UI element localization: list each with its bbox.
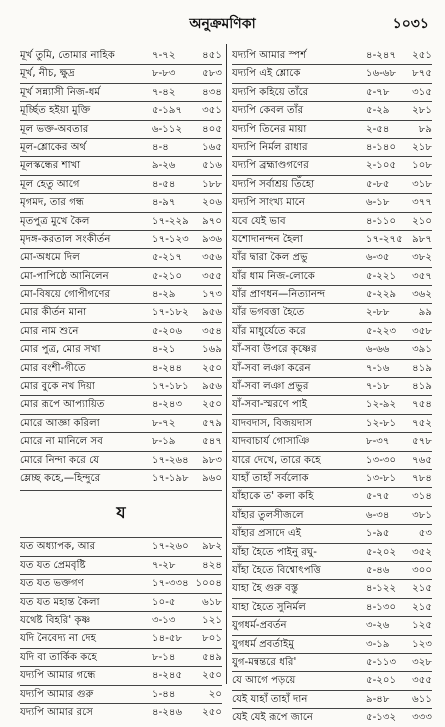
entry-pg: ৪৩৪: [202, 86, 222, 98]
index-entry: [232, 139, 432, 157]
entry-term: মোরে না মানিলে সব: [20, 436, 103, 448]
index-entry: [232, 525, 432, 543]
index-entry: [232, 470, 432, 488]
entry-ref: ১৭-২৬০: [152, 541, 189, 553]
entry-term: যুগধর্ম-প্রবর্তন: [232, 620, 287, 632]
entry-ref: ৭-৭২: [152, 50, 176, 61]
page-title: অনুক্রমণিকা: [189, 16, 256, 32]
index-entry: [20, 470, 222, 488]
index-entry: [20, 575, 222, 593]
entry-ref: ৩-২৬: [366, 620, 390, 632]
entry-pg: ৬১৮: [202, 596, 222, 608]
index-entry: [20, 102, 222, 120]
entry-pg: ১২৫: [412, 620, 432, 632]
entry-pg: ৫৪৭: [202, 436, 222, 448]
entry-ref: ৫-২২১: [366, 270, 397, 282]
entry-pg: ১৬৫: [202, 141, 222, 153]
entry-pg: ৩৭৭: [412, 197, 432, 209]
page-number: ১০৩১: [392, 16, 429, 32]
entry-term: মোর নাম শুনে: [20, 325, 79, 337]
entry-term: যদ্যপি কহিয়ে তাঁরে: [232, 86, 309, 98]
index-entry: [20, 304, 222, 322]
entry-ref: ৬-৩৪: [366, 509, 390, 521]
entry-term: মৃদঙ্গ-করতাল সংকীর্তন: [20, 233, 111, 245]
entry-term: যাঁ-সবা-স্মরণে পাই: [232, 399, 308, 411]
index-entry: [232, 176, 432, 194]
entry-pg: ২০৬: [202, 197, 222, 209]
index-entry: [232, 433, 432, 451]
index-entry: [20, 176, 222, 194]
index-entry: [232, 599, 432, 617]
index-entry: [20, 84, 222, 102]
entry-term: যাঁ-সবা লঞা করেন: [232, 362, 311, 374]
entry-ref: ৪-৯৭: [152, 197, 176, 209]
entry-term: যত যত ভক্তগণ: [20, 578, 84, 590]
entry-pg: ৪৫১: [202, 50, 222, 61]
index-entry: [232, 268, 432, 286]
index-entry: [232, 488, 432, 506]
index-entry: [232, 304, 432, 322]
index-entry: [20, 704, 222, 722]
entry-pg: ৩৫৬: [202, 252, 222, 264]
entry-ref: ৪-৪: [152, 141, 169, 153]
column-divider: [226, 44, 227, 684]
entry-ref: ১৭-১৮২: [152, 307, 189, 319]
entry-pg: ২৫১: [412, 50, 432, 61]
index-entry: [232, 157, 432, 175]
entry-term: মূল হেতু আগে: [20, 178, 80, 190]
entry-term: যাহাঁ তাহাঁ সর্বলোক: [232, 472, 309, 484]
entry-pg: ৭৬৫: [412, 454, 432, 466]
index-entry: [20, 65, 222, 83]
entry-ref: ৫-৭৮: [366, 86, 390, 98]
index-entry: [232, 672, 432, 690]
entry-ref: ৫-১৩২: [366, 712, 397, 724]
entry-pg: ২১৮: [412, 141, 432, 153]
entry-term: যুগ-মন্বন্তরে ধরি': [232, 656, 297, 668]
index-entry: [20, 452, 222, 470]
entry-ref: ১৭-২৬৪: [152, 454, 189, 466]
index-entry: [232, 194, 432, 212]
entry-ref: ৮-৩৭: [366, 436, 390, 448]
entry-term: যাঁর ভগবত্তা হৈতে: [232, 307, 305, 319]
entry-pg: ৬১১: [412, 693, 432, 705]
index-entry: [20, 268, 222, 286]
entry-pg: ৫৮৩: [202, 68, 222, 80]
entry-ref: ৩-১৯: [366, 638, 390, 650]
entry-pg: ২৫০: [202, 399, 222, 411]
entry-term: মৃতপুত্র মুখে কৈল: [20, 215, 90, 227]
entry-pg: ২১৫: [412, 601, 432, 613]
entry-pg: ৪০৫: [202, 123, 222, 135]
entry-pg: ৩০০: [412, 564, 432, 576]
index-entry: [232, 341, 432, 359]
entry-pg: ৩৯১: [412, 344, 432, 356]
entry-ref: ১৩-৩০: [366, 454, 397, 466]
index-entry: [232, 544, 432, 562]
entry-pg: ৩৫৫: [412, 675, 432, 687]
entry-ref: ৪-২৪৭: [366, 50, 397, 61]
entry-term: মূল ভক্ত-অবতার: [20, 123, 89, 135]
entry-term: মূলস্কন্ধের শাখা: [20, 160, 81, 172]
entry-ref: ৫-২০২: [366, 546, 397, 558]
index-entry: [20, 433, 222, 451]
entry-term: যদ্যপি নির্মল রাধার: [232, 141, 308, 153]
entry-pg: ৫৭৯: [202, 417, 222, 429]
entry-ref: ৫-২১০: [152, 270, 183, 282]
entry-term: যাঁহার তুলসীজলে: [232, 509, 304, 521]
index-entry: [20, 649, 222, 667]
entry-term: মো-পাপিষ্ঠে আনিলেন: [20, 270, 109, 282]
entry-term: মোর বুকে নখ দিয়া: [20, 381, 95, 393]
index-entry: [20, 286, 222, 304]
entry-term: যেই যাহাঁ তাহাঁ দান: [232, 693, 308, 705]
index-entry: [20, 323, 222, 341]
entry-pg: ৯৮৭: [412, 233, 432, 245]
entry-pg: ২৫০: [202, 362, 222, 374]
entry-term: মোর কীর্তন মানা: [20, 307, 87, 319]
entry-pg: ৭৫৪: [412, 399, 432, 411]
index-entry: [20, 612, 222, 630]
entry-term: যাঁর ধাম নিজ-লোকে: [232, 270, 315, 282]
entry-term: যদ্যপি আমার রসে: [20, 706, 94, 718]
entry-ref: ১৭-২৭৫: [366, 233, 403, 245]
entry-pg: ৯৫৬: [202, 307, 222, 319]
entry-pg: ৫৩: [418, 528, 432, 540]
entry-pg: ১০০৪: [195, 578, 222, 590]
entry-term: মোরে নিন্দা করে যে: [20, 454, 100, 466]
entry-pg: ৯৬০: [202, 472, 222, 484]
entry-ref: ৫-১১৩: [366, 656, 397, 668]
entry-pg: ৫১৬: [202, 160, 222, 172]
entry-term: যাঁর দ্বারা কৈল প্রভু: [232, 252, 308, 264]
entry-ref: ১৭-৩৩৪: [152, 578, 189, 590]
index-entry: [20, 594, 222, 612]
entry-term: যাঁহাকে ত' কলা কহি: [232, 491, 314, 503]
entry-ref: ৫-৭৫: [366, 491, 390, 503]
entry-pg: ৯৯: [418, 307, 432, 319]
entry-ref: ১২-৯২: [366, 399, 397, 411]
entry-term: যদ্যপি আমার স্পর্শ: [232, 50, 307, 61]
entry-ref: ৪-২৪৬: [152, 706, 183, 718]
entry-ref: ৮-৮৩: [152, 68, 176, 80]
entry-term: যশোদানন্দন হৈলা: [232, 233, 303, 245]
entry-ref: ৭-২৮: [152, 559, 176, 571]
index-entry: [232, 415, 432, 433]
index-entry: [232, 452, 432, 470]
index-entry: [232, 231, 432, 249]
entry-pg: ২৫০: [202, 706, 222, 718]
entry-term: যাঁর মাধুর্যেতে করে: [232, 325, 306, 337]
entry-term: যদ্যপি এই শ্লোকে: [232, 68, 301, 80]
entry-ref: ৫-২০১: [366, 675, 397, 687]
entry-pg: ৩৫৪: [202, 325, 222, 337]
index-entry: [232, 580, 432, 598]
entry-term: যদি বা তার্কিক কহে: [20, 651, 97, 663]
entry-pg: ৭৮৪: [412, 472, 432, 484]
entry-ref: ১৭-১৯৮: [152, 472, 189, 484]
entry-term: যাঁ-সবা উপরে কৃষ্ণের: [232, 344, 317, 356]
entry-ref: ৫-১৯৭: [152, 105, 183, 117]
index-entry: [20, 139, 222, 157]
entry-term: মোরে আজ্ঞা করিলা: [20, 417, 100, 429]
entry-term: যাঁহা হৈতে বিশ্বোৎপত্তি: [232, 564, 321, 576]
entry-term: মূল-শ্লোকের অর্থ: [20, 141, 87, 153]
entry-ref: ৯-৪৮: [366, 693, 390, 705]
entry-ref: ৪-১২২: [366, 583, 397, 595]
index-entry: [232, 378, 432, 396]
entry-pg: ১৭৩: [202, 289, 222, 301]
entry-term: যবে যেই ভাব: [232, 215, 286, 227]
entry-pg: ৮৭৫: [412, 68, 432, 80]
entry-pg: ১০৮: [412, 160, 432, 172]
entry-pg: ৩৫৭: [412, 270, 432, 282]
index-entry: [232, 636, 432, 654]
entry-term: মূর্চ্ছিত হইয়া মুক্তি: [20, 105, 91, 117]
entry-ref: ৪-১৩০: [366, 601, 397, 613]
entry-ref: ৪-২৪৪: [152, 362, 183, 374]
entry-ref: ৫-২০৬: [152, 325, 183, 337]
entry-pg: ৯৮৩: [202, 454, 222, 466]
entry-ref: ১২-৮১: [366, 417, 397, 429]
entry-ref: ২-১০৫: [366, 160, 397, 172]
entry-term: যত যত মহান্ত কৈলা: [20, 596, 100, 608]
index-entry: [232, 507, 432, 525]
entry-pg: ৩৩৩: [412, 712, 432, 724]
entry-pg: ৪২৪: [202, 559, 222, 571]
index-entry: [20, 360, 222, 378]
index-entry: [20, 213, 222, 231]
entry-pg: ৯৩৬: [202, 233, 222, 245]
entry-term: যাদবদাস, বিজয়দাস: [232, 417, 313, 429]
index-entry: [20, 557, 222, 575]
entry-pg: ৮৯: [418, 123, 432, 135]
entry-ref: ১৭-২২৯: [152, 215, 189, 227]
index-entry: [232, 709, 432, 727]
entry-pg: ৩৫২: [412, 546, 432, 558]
entry-term: মোর রূপে আপ্যায়িত: [20, 399, 105, 411]
entry-term: যাহা হৈতে সুনির্মল: [232, 601, 306, 613]
entry-term: যাঁহার প্রসাদে এই: [232, 528, 301, 540]
entry-term: যথেষ্ট বিহরি' কৃষ্ণ: [20, 614, 91, 626]
entry-ref: ৪-২১: [152, 344, 176, 356]
entry-term: মোর পুত্র, মোর সখা: [20, 344, 101, 356]
entry-pg: ৩১৪: [412, 491, 432, 503]
entry-ref: ১০-৫: [152, 596, 176, 608]
entry-term: মূর্খ, নীচ, ক্ষুদ্র: [20, 68, 75, 80]
entry-ref: ৬-১১২: [152, 123, 183, 135]
entry-term: মূর্খ সন্ন্যাসী নিজ-ধর্ম: [20, 86, 101, 98]
entry-pg: ৪১৯: [412, 362, 432, 374]
index-entry: [232, 213, 432, 231]
entry-term: যে আগে পড়য়ে: [232, 675, 296, 687]
entry-term: যুগধর্ম প্রবর্তাইমু: [232, 638, 294, 650]
entry-pg: ৩১৫: [412, 86, 432, 98]
index-entry: [20, 121, 222, 139]
entry-ref: ৫-৮৫: [366, 178, 390, 190]
entry-ref: ৪-২৪৩: [152, 399, 183, 411]
entry-term: যত অধ্যাপক, আর: [20, 541, 96, 553]
entry-term: মৃগমদ, তার গন্ধ: [20, 197, 85, 209]
entry-ref: ১৬-৬৮: [366, 68, 397, 80]
entry-pg: ৯৭০: [202, 215, 222, 227]
index-entry: [232, 84, 432, 102]
entry-ref: ৮-১৯: [152, 436, 176, 448]
index-entry: [232, 249, 432, 267]
entry-term: যাদবাচার্য গোসাঞি: [232, 436, 310, 448]
entry-term: যদ্যপি কেবল তাঁর: [232, 105, 304, 117]
entry-ref: ৪-১১০: [366, 215, 397, 227]
page-header: [0, 8, 445, 36]
index-entry: [232, 654, 432, 672]
entry-pg: ৩৬২: [412, 289, 432, 301]
entry-pg: ১৬৯: [202, 344, 222, 356]
entry-pg: ৩১৮: [412, 178, 432, 190]
index-entry: [20, 157, 222, 175]
index-entry: [20, 396, 222, 414]
index-entry: [232, 102, 432, 120]
index-entry: [232, 691, 432, 709]
entry-ref: ৬-৬৬: [366, 344, 390, 356]
entry-term: যদ্যপি আমার গুরু: [20, 688, 94, 700]
entry-pg: ৯৫৬: [202, 381, 222, 393]
entry-term: যাহা হৈ গুরু বস্তু: [232, 583, 299, 595]
entry-pg: ৮০১: [202, 633, 222, 645]
entry-pg: ৭৫২: [412, 417, 432, 429]
index-entry: [20, 686, 222, 704]
index-entry: [20, 378, 222, 396]
entry-ref: ৪-১৪০: [366, 141, 397, 153]
entry-ref: ৬-৩৫: [366, 252, 390, 264]
entry-pg: ৯৮২: [202, 541, 222, 553]
entry-ref: ১৩-৮১: [366, 472, 397, 484]
entry-pg: ১২১: [202, 614, 222, 626]
index-entry: [20, 341, 222, 359]
index-entry: [232, 65, 432, 83]
entry-ref: ১৭-১২৩: [152, 233, 189, 245]
entry-ref: ৫-২২৯: [366, 289, 397, 301]
entry-term: যদ্যপি আমার গন্ধে: [20, 670, 96, 682]
index-entry: [232, 121, 432, 139]
index-entry: [20, 538, 222, 556]
entry-pg: ৩৫৫: [202, 270, 222, 282]
index-entry: [20, 47, 222, 65]
entry-ref: ৪-২৪৫: [152, 670, 183, 682]
index-entry: [232, 323, 432, 341]
index-entry: [232, 286, 432, 304]
entry-pg: ৪১৯: [412, 381, 432, 393]
index-entry: [20, 630, 222, 648]
entry-ref: ৫-৪৬: [366, 564, 390, 576]
entry-ref: ৬-১৮: [366, 197, 390, 209]
entry-pg: ৩৮১: [412, 509, 432, 521]
entry-ref: ৮-১৪: [152, 651, 176, 663]
entry-ref: ১-৯৫: [366, 528, 390, 540]
entry-ref: ৭-১৬: [366, 362, 390, 374]
entry-ref: ৫-২১৭: [152, 252, 183, 264]
entry-ref: ৪-২৯: [152, 289, 176, 301]
index-column-left: [20, 47, 222, 722]
entry-term: যাঁর প্রাণধন—নিত্যানন্দ: [232, 289, 326, 301]
entry-pg: ২১৫: [412, 583, 432, 595]
entry-term: যদ্যপি ব্রহ্মাণ্ডগণের: [232, 160, 309, 172]
entry-ref: ৯-২৬: [152, 160, 176, 172]
entry-term: যত যত প্রেমবৃষ্টি: [20, 559, 86, 571]
entry-term: যদ্যপি সর্বাশ্রয় তিঁহো: [232, 178, 315, 190]
entry-term: যদ্যপি সাংখ্য মানে: [232, 197, 305, 209]
entry-ref: ৫-২৯: [366, 105, 390, 117]
entry-ref: ১-৪৪: [152, 688, 176, 700]
entry-pg: ৩২৮: [412, 656, 432, 668]
entry-term: মো-বিষয়ে গোপীগণের: [20, 289, 111, 301]
index-column-right: [232, 47, 432, 727]
index-entry: [232, 47, 432, 65]
entry-ref: ৭-৪২: [152, 86, 176, 98]
index-entry: [20, 231, 222, 249]
entry-term: মোর বংশী-গীতে: [20, 362, 86, 374]
index-entry: [20, 667, 222, 685]
entry-ref: ৪-৫৪: [152, 178, 176, 190]
entry-pg: ৫৭৮: [412, 436, 432, 448]
entry-pg: ৩৫৮: [412, 325, 432, 337]
entry-pg: ৫৪৯: [202, 651, 222, 663]
entry-term: মূর্খ তুমি, তোমার নাহিক: [20, 50, 115, 61]
entry-ref: ২-৮৮: [366, 307, 390, 319]
entry-pg: ২১০: [412, 215, 432, 227]
entry-term: যাঁহা হৈতে পাইনু রঘু-: [232, 546, 317, 558]
entry-term: যদি নৈবেদ্য না দেহ: [20, 633, 96, 645]
index-entry: [232, 617, 432, 635]
entry-ref: ৩-১৩: [152, 614, 176, 626]
entry-term: ম্লেচ্ছ কহে,—হিন্দুরে: [20, 472, 101, 484]
entry-pg: ১৮৮: [202, 178, 222, 190]
entry-term: যাঁ-সবা লঞা প্রভুর: [232, 381, 309, 393]
entry-ref: ১৭-১৮১: [152, 381, 189, 393]
index-entry: [20, 249, 222, 267]
entry-pg: ২০: [208, 688, 222, 700]
index-entry: [232, 360, 432, 378]
entry-ref: ৭-১৮: [366, 381, 390, 393]
entry-pg: ১২৩: [412, 638, 432, 650]
entry-term: যারে দেখে, তারে কহে: [232, 454, 321, 466]
entry-ref: ৮-৭২: [152, 417, 176, 429]
index-entry: [20, 194, 222, 212]
entry-term: যেই যেই রূপে জানে: [232, 712, 313, 724]
entry-term: মো-অধমে দিল: [20, 252, 80, 264]
entry-ref: ৫-২২৩: [366, 325, 397, 337]
entry-pg: ৩৫১: [202, 105, 222, 117]
entry-pg: ২৮১: [412, 105, 432, 117]
index-entry: [232, 396, 432, 414]
index-entry: [232, 562, 432, 580]
entry-ref: ২-৫৪: [366, 123, 390, 135]
entry-term: যদ্যপি তিনের মায়া: [232, 123, 307, 135]
section-heading: য: [116, 503, 126, 523]
index-entry: [20, 415, 222, 433]
entry-pg: ২৫০: [202, 670, 222, 682]
entry-pg: ৩৮২: [412, 252, 432, 264]
entry-ref: ১৪-৫৮: [152, 633, 183, 645]
